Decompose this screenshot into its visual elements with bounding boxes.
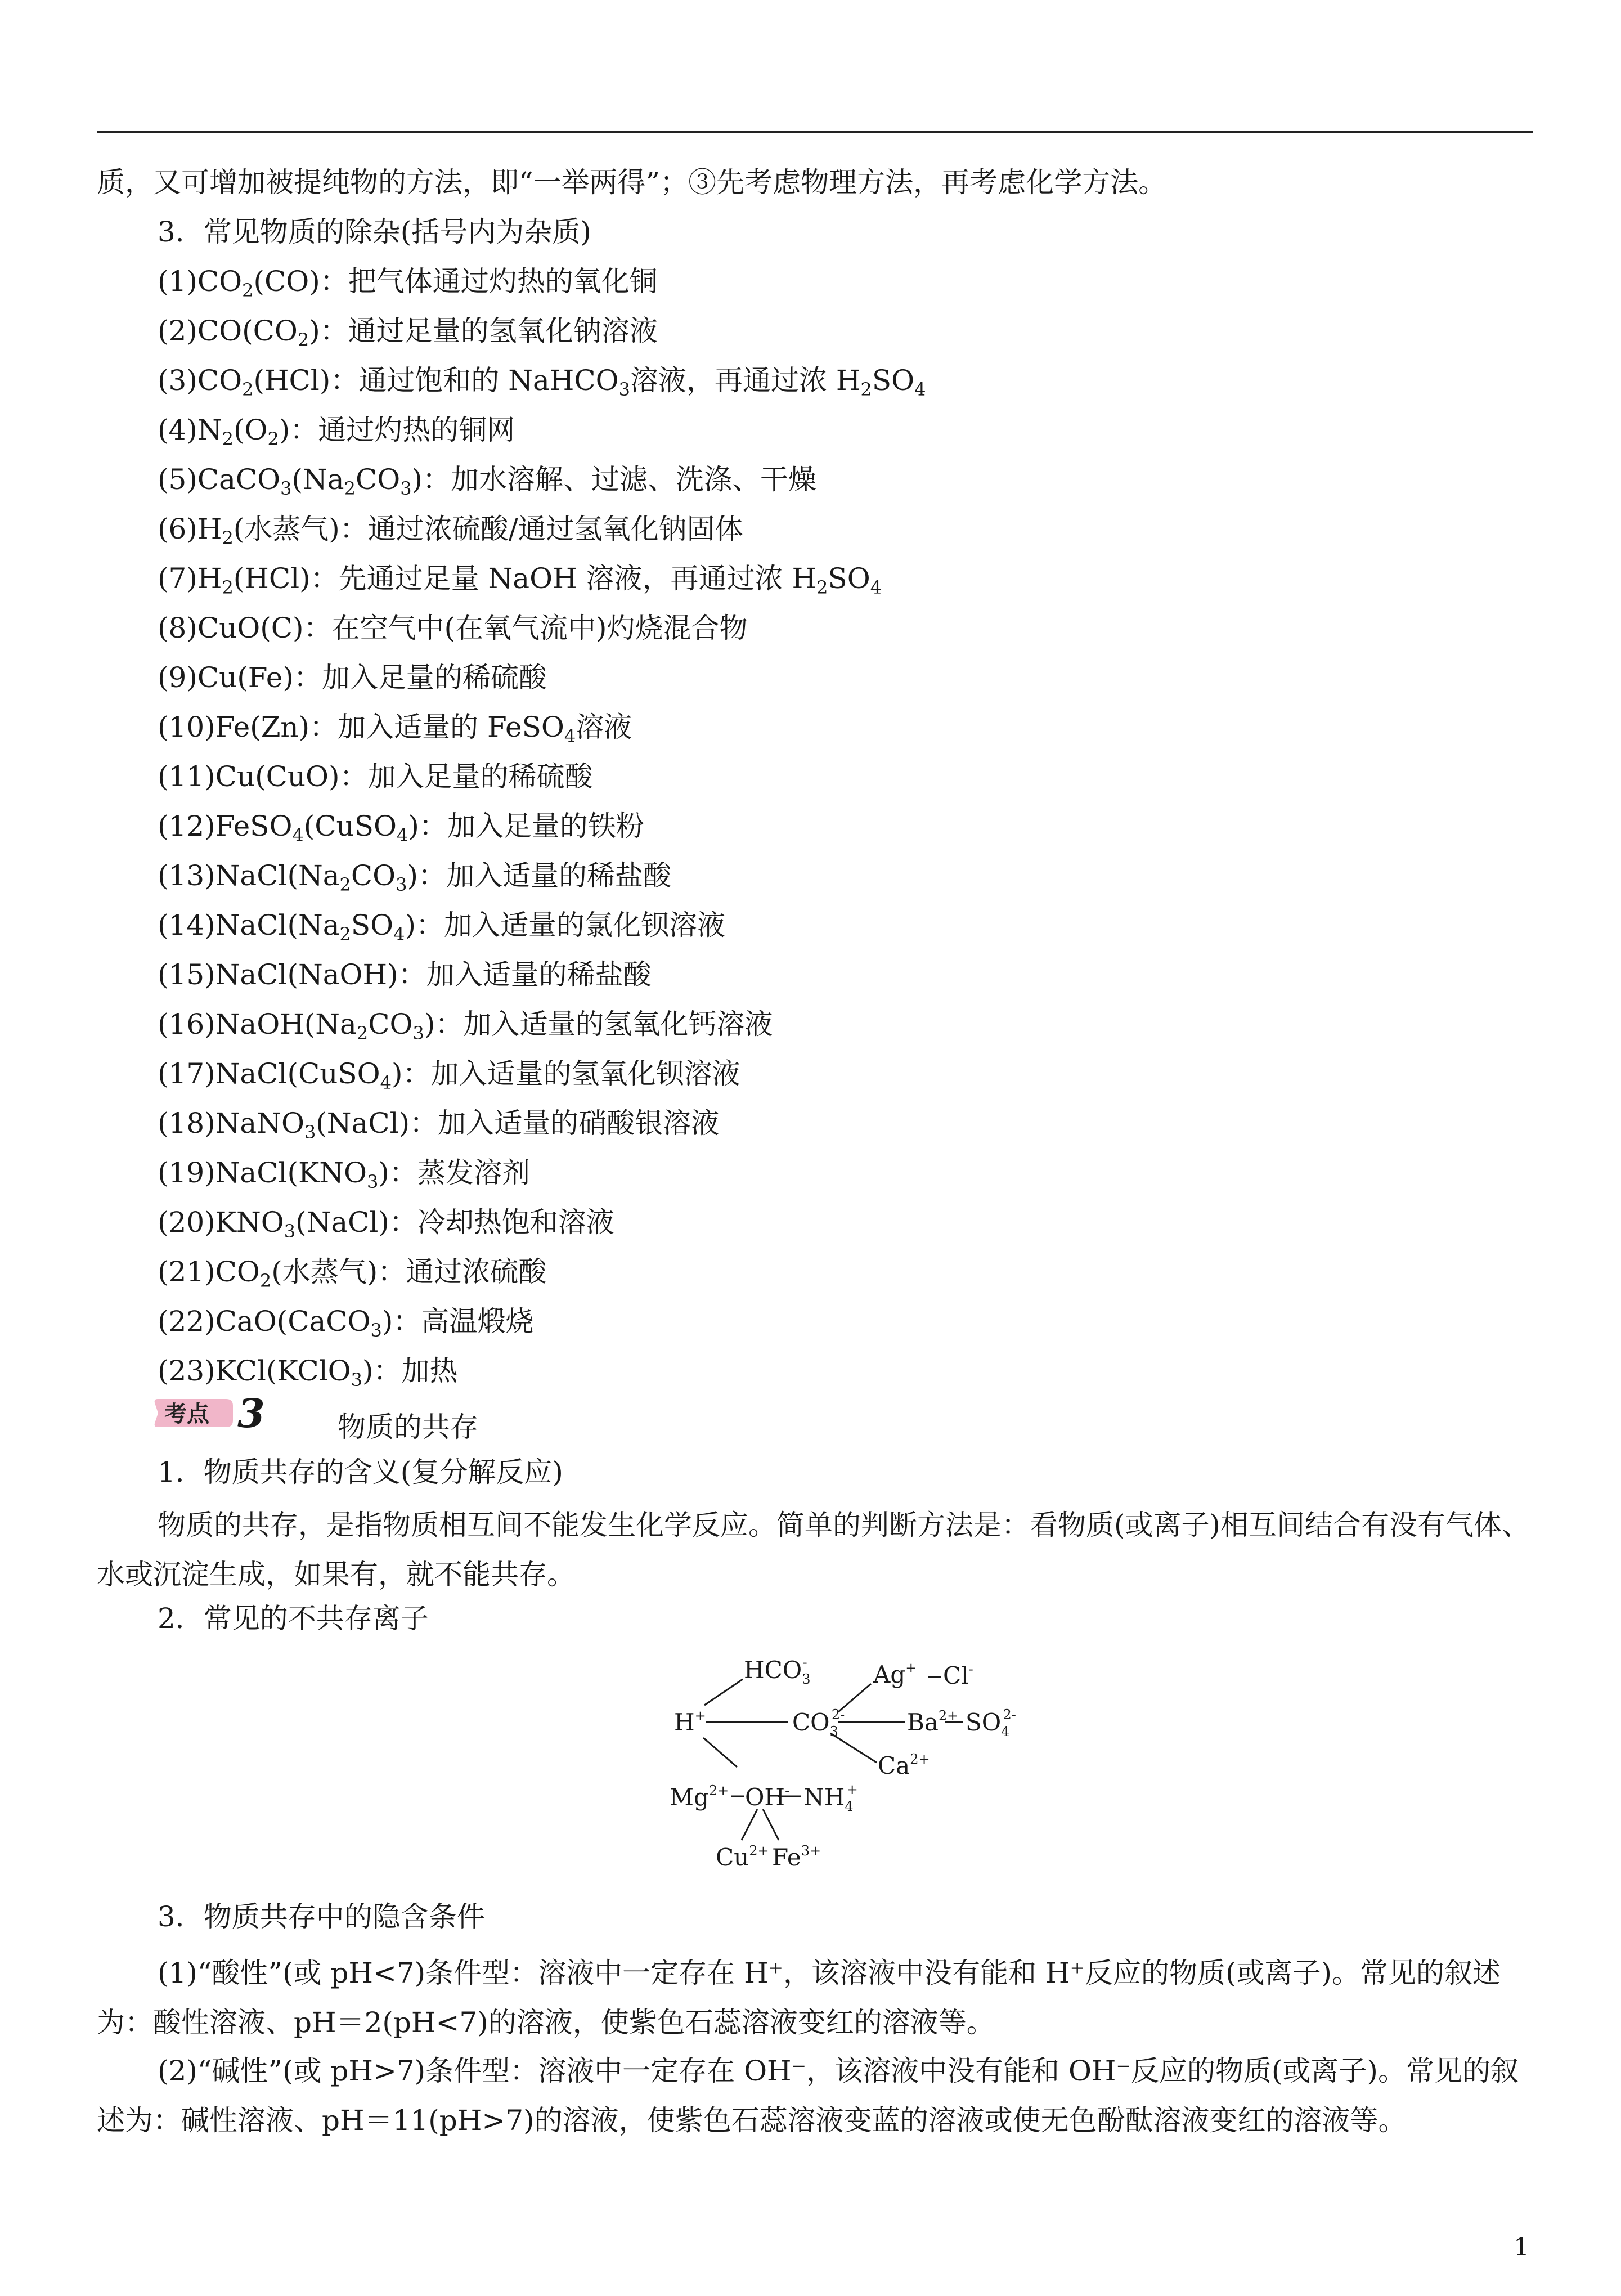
subscript: 4 [393,923,405,945]
impurity-item [158,859,671,893]
ion-cu: $Cu^{2+}$ [716,1843,769,1871]
item-text: (2)CO(CO [158,315,298,347]
item-text: (8)CuO(C)：在空气中(在氧气流中)灼烧混合物 [158,612,748,644]
item-text: (22)CaO(CaCO [158,1305,371,1338]
subscript: 2 [297,329,309,351]
ion-hco3: $HCO_3-$ [744,1654,811,1687]
coexist-heading-2: 2．常见的不共存离子 [158,1602,429,1635]
impurity-item [158,413,515,450]
subscript: 2 [339,874,351,895]
subscript: 4 [397,824,408,846]
item-text: (13)NaCl(Na [158,859,340,892]
impurity-item [158,710,632,747]
impurity-item [158,1156,530,1190]
ion-cl: Cl- [943,1661,973,1689]
subscript: 3 [400,478,412,499]
ion-so4: $SO_42-$ [966,1707,1016,1739]
impurity-item [158,1255,547,1292]
item-text: (HCl)：通过饱和的 NaHCO [253,364,619,397]
impurity-item [158,1106,720,1143]
item-text: (9)Cu(Fe)：加入足量的稀硫酸 [158,661,547,694]
item-text: (Na [291,463,344,496]
subscript: 2 [259,1270,272,1292]
item-text: (21)CO [158,1255,260,1288]
subscript: 3 [304,1122,316,1143]
item-text: (CO)：把气体通过灼热的氧化铜 [253,265,658,298]
ion-mg: $Mg^{2+}$ [670,1783,729,1811]
impurity-item [158,364,926,400]
item-text: SO [828,562,870,595]
impurity-item [158,1007,773,1044]
item-text: (11)Cu(CuO)：加入足量的稀硫酸 [158,760,593,793]
badge-number: 3 [237,1396,265,1430]
topic-badge [153,1396,266,1430]
intro-tail: 质，又可增加被提纯物的方法，即“一举两得”；③先考虑物理方法，再考虑化学方法。 [97,166,1167,199]
item-text: CO [368,1008,413,1041]
subscript: 2 [222,577,234,598]
edge-h-hco3 [704,1679,743,1705]
edge-oh-fe [763,1809,779,1840]
item-text: )：加入适量的稀盐酸 [407,859,671,892]
subscript: 3 [284,1221,296,1242]
item-text: (3)CO [158,364,243,397]
item-text: )：通过足量的氢氧化钠溶液 [309,315,658,347]
item-text: (20)KNO [158,1206,284,1239]
subscript: 4 [870,577,882,598]
item-text: (23)KCl(KClO [158,1355,351,1387]
subscript: 2 [222,527,234,549]
subscript: 3 [618,379,630,400]
ion-ag: Ag+ [873,1660,917,1688]
subscript: 3 [412,1023,424,1044]
item-text: )：加入适量的氢氧化钙溶液 [424,1008,773,1041]
item-text: (HCl)：先通过足量 NaOH 溶液，再通过浓 H [233,562,817,595]
ion-diagram [653,1643,1047,1880]
item-text: )：蒸发溶剂 [378,1156,530,1189]
item-text: )：加入适量的氯化钡溶液 [405,909,725,941]
subscript: 3 [280,478,292,499]
badge-label: 考点 [164,1401,209,1427]
ion-oh: OH- [745,1783,790,1811]
impurity-item [158,264,658,301]
item-text: (6)H [158,513,222,545]
edge-oh-cu [742,1809,757,1840]
impurity-item [158,1057,740,1091]
item-text: )：通过灼热的铜网 [279,414,515,446]
item-text: (O [233,414,268,446]
item-text: )：加入足量的铁粉 [408,810,644,842]
impurity-item [158,463,817,499]
subscript: 2 [339,923,351,945]
subscript: 2 [222,428,234,450]
subscript: 2 [816,577,828,598]
impurity-item [158,1354,458,1391]
item-text: (水蒸气)：通过浓硫酸 [271,1255,547,1288]
item-text: (16)NaOH(Na [158,1008,357,1041]
item-text: (NaCl)：冷却热饱和溶液 [295,1206,614,1239]
item-text: (15)NaCl(NaOH)：加入适量的稀盐酸 [158,958,652,991]
item-text: (水蒸气)：通过浓硫酸/通过氢氧化钠固体 [233,513,743,545]
subscript: 4 [564,725,576,747]
subscript: 2 [344,478,356,499]
item-text: )：加水溶解、过滤、洗涤、干燥 [411,463,817,496]
subscript: 3 [367,1171,379,1192]
subscript: 3 [396,874,407,895]
impurity-item [158,809,644,846]
impurity-item [158,908,725,945]
ion-nh4: $NH_4+$ [803,1782,858,1814]
subscript: 4 [380,1072,392,1093]
subscript: 2 [356,1023,369,1044]
item-text: (12)FeSO [158,810,293,842]
item-text: (4)N [158,414,222,446]
coexist-heading-3: 3．物质共存中的隐含条件 [158,1900,485,1933]
item-text: SO [351,909,394,941]
header-rule [97,131,1533,133]
item-text: 溶液，再通过浓 H [630,364,861,397]
item-text: (14)NaCl(Na [158,909,340,941]
edge-h-oh [703,1738,737,1767]
ion-co3: $CO_32-$ [792,1707,845,1739]
subscript: 2 [860,379,872,400]
item-text: (10)Fe(Zn)：加入适量的 FeSO [158,711,564,743]
impurity-item [158,512,743,549]
page-number: 1 [1514,2233,1529,2262]
item-text: SO [872,364,915,397]
item-text: (19)NaCl(KNO [158,1156,367,1189]
ion-h: H+ [674,1708,706,1736]
item-text: (NaCl)：加入适量的硝酸银溶液 [316,1107,720,1140]
impurity-item [158,1304,534,1341]
ion-ba: $Ba^{2+}$ [907,1708,959,1736]
item-text: CO [355,463,401,496]
impurity-item [158,661,547,694]
subscript: 2 [267,428,279,450]
impurity-item [158,314,658,351]
acid-condition-paragraph: (1)“酸性”(或 pH<7)条件型：溶液中一定存在 H⁺，该溶液中没有能和 H⁺反应的物质(或离子)。常见的叙述为：酸性溶液、pH＝2(pH<7)的溶液，使紫色石蕊溶液变红的溶液等。 [97,1957,1501,2039]
subscript: 2 [242,379,254,400]
item-text: 溶液 [576,711,632,743]
item-text: )：加热 [362,1355,458,1387]
impurity-item [158,760,593,793]
item-text: (17)NaCl(CuSO [158,1057,380,1090]
topic-title: 物质的共存 [338,1411,478,1443]
subscript: 3 [351,1369,363,1391]
base-condition-paragraph: (2)“碱性”(或 pH>7)条件型：溶液中一定存在 OH⁻，该溶液中没有能和 OH⁻反应的物质(或离子)。常见的叙述为：碱性溶液、pH＝11(pH>7)的溶液，使紫色石蕊溶液变蓝的溶液或使无色酚酞溶液变红的溶液等。 [97,2055,1519,2137]
subscript: 3 [370,1320,382,1341]
impurity-item [158,1205,614,1242]
impurity-item [158,611,748,645]
ion-ca: $Ca^{2+}$ [878,1751,930,1779]
impurity-item [158,562,882,598]
subscript: 4 [292,824,304,846]
coexist-heading-1: 1．物质共存的含义(复分解反应) [158,1456,563,1488]
item-text: )：高温煅烧 [381,1305,534,1338]
ion-fe: $Fe^{3+}$ [772,1843,821,1871]
item-text: (18)NaNO [158,1107,304,1140]
coexist-paragraph-1: 物质的共存，是指物质相互间不能发生化学反应。简单的判断方法是：看物质(或离子)相互间结合有没有气体、水或沉淀生成，如果有，就不能共存。 [97,1509,1530,1591]
item-text: (1)CO [158,265,243,298]
item-text: (CuSO [303,810,397,842]
item-text: (7)H [158,562,222,595]
subscript: 4 [914,379,926,400]
item-text: CO [351,859,396,892]
subscript: 2 [242,280,254,301]
item-text: (5)CaCO [158,463,281,496]
section-heading: 3．常见物质的除杂(括号内为杂质) [158,216,591,248]
impurity-item [158,958,652,992]
item-text: )：加入适量的氢氧化钡溶液 [392,1057,740,1090]
